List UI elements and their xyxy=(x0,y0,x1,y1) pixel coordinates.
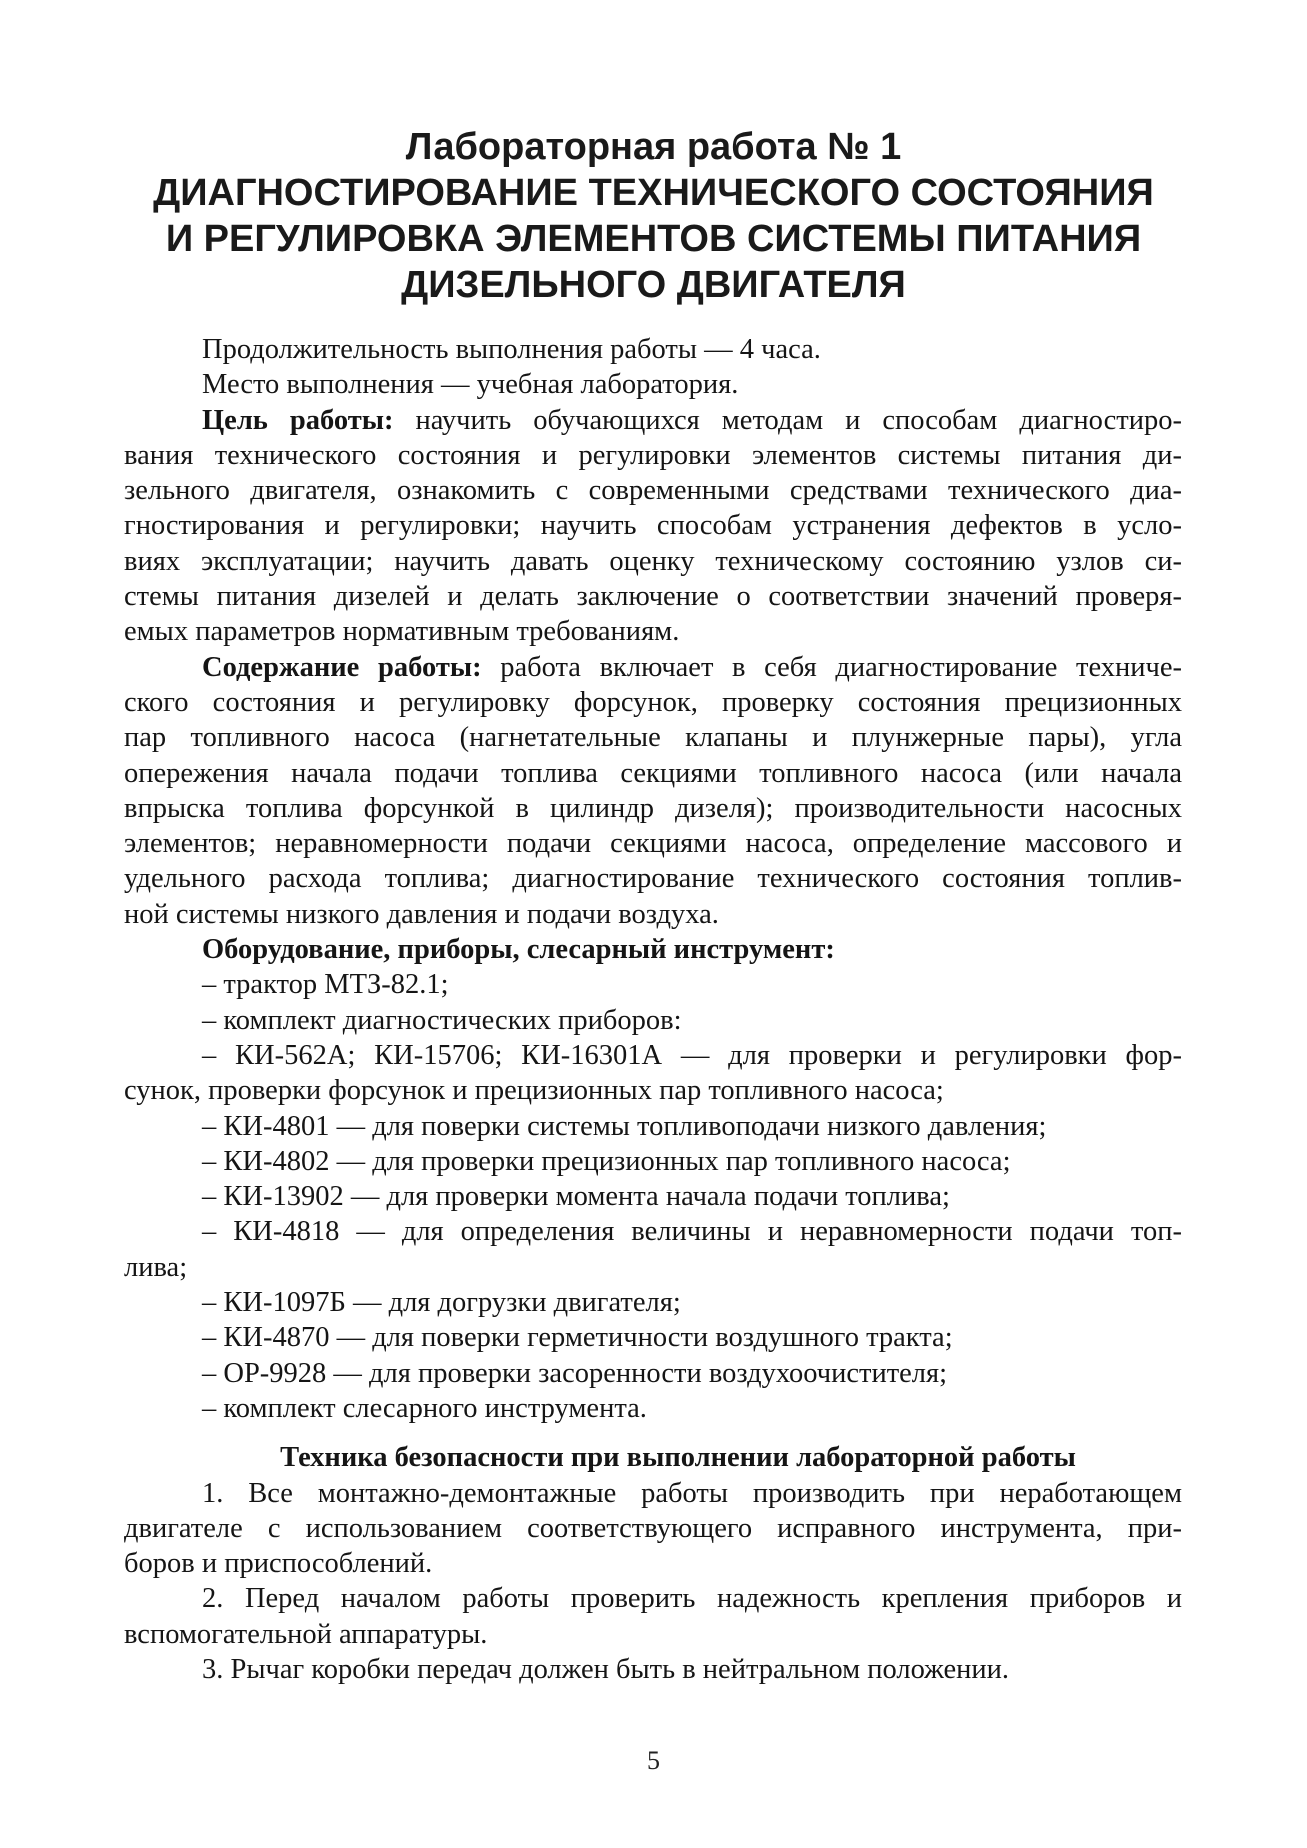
title-line-4: ДИЗЕЛЬНОГО ДВИГАТЕЛЯ xyxy=(401,264,906,306)
safety-rule-line: 3. Рычаг коробки передач должен быть в нейтральном положении. xyxy=(202,1653,1009,1685)
goal-paragraph xyxy=(124,403,1182,650)
equipment-item: – трактор МТЗ-82.1; xyxy=(202,969,449,1001)
goal-line: зельного двигателя, ознакомить с современными средствами технического диа- xyxy=(124,475,1182,507)
content-line: опережения начала подачи топлива секциями топливного насоса (или начала xyxy=(124,757,1182,789)
goal-line: стемы питания дизелей и делать заключение о соответствии значений проверя- xyxy=(124,581,1182,613)
content-paragraph xyxy=(124,650,1182,932)
equipment-item: – КИ-1097Б — для догрузки двигателя; xyxy=(202,1287,681,1319)
content-line: элементов; неравномерности подачи секциями насоса, определение массового и xyxy=(124,828,1182,860)
safety-rule-line: боров и приспособлений. xyxy=(124,1548,433,1580)
location-line: Место выполнения — учебная лаборатория. xyxy=(202,369,739,401)
content-line xyxy=(124,650,1182,685)
equipment-item: – КИ-4801 — для поверки системы топливоподачи низкого давления; xyxy=(202,1110,1047,1142)
goal-line: гностирования и регулировки; научить способам устранения дефектов в усло- xyxy=(124,510,1182,542)
content-line: пар топливного насоса (нагнетательные клапаны и плунжерные пары), угла xyxy=(124,722,1182,754)
equipment-item-continuation: лива; xyxy=(124,1251,188,1283)
content-label: Содержание работы: xyxy=(202,651,482,683)
safety-rule-line: вспомогательной аппаратуры. xyxy=(124,1618,488,1650)
title-line-3: И РЕГУЛИРОВКА ЭЛЕМЕНТОВ СИСТЕМЫ ПИТАНИЯ xyxy=(165,218,1142,260)
equipment-item: – КИ-4802 — для проверки прецизионных пар топливного насоса; xyxy=(202,1145,1011,1177)
equipment-item: – КИ-13902 — для проверки момента начала подачи топлива; xyxy=(202,1181,950,1213)
safety-rule-line: 2. Перед началом работы проверить надежность крепления приборов и xyxy=(202,1583,1182,1615)
content-line: ского состояния и регулировку форсунок, проверку состояния прецизионных xyxy=(124,686,1182,718)
goal-label: Цель работы: xyxy=(202,404,394,436)
goal-line xyxy=(124,403,1182,438)
content-line: удельного расхода топлива; диагностирование технического состояния топлив- xyxy=(124,863,1182,895)
equipment-section xyxy=(124,932,1182,1426)
equipment-item: – комплект диагностических приборов: xyxy=(202,1004,682,1036)
content-line: впрыска топлива форсункой в цилиндр дизеля); производительности насосных xyxy=(124,792,1182,824)
page-title xyxy=(120,124,1187,308)
content-text: работа включает в себя диагностирование техниче- xyxy=(481,651,1182,683)
title-line-2: ДИАГНОСТИРОВАНИЕ ТЕХНИЧЕСКОГО СОСТОЯНИЯ xyxy=(153,172,1154,214)
safety-section xyxy=(124,1440,1182,1687)
duration-line: Продолжительность выполнения работы — 4 часа. xyxy=(202,334,821,365)
goal-line: вания технического состояния и регулировки элементов системы питания ди- xyxy=(124,439,1182,471)
safety-heading: Техника безопасности при выполнении лабораторной работы xyxy=(280,1442,1076,1474)
content-line: ной системы низкого давления и подачи воздуха. xyxy=(124,898,719,930)
equipment-item: – ОР-9928 — для проверки засоренности воздухоочистителя; xyxy=(202,1357,948,1389)
goal-text: научить обучающихся методам и способам диагностиро- xyxy=(393,404,1182,436)
safety-rule-line: 1. Все монтажно-демонтажные работы производить при неработающем xyxy=(202,1477,1182,1509)
title-line-lab-number: Лабораторная работа № 1 xyxy=(405,126,902,168)
equipment-item-continuation: сунок, проверки форсунок и прецизионных пар топливного насоса; xyxy=(124,1075,944,1107)
equipment-item: – КИ-4870 — для поверки герметичности воздушного тракта; xyxy=(202,1322,953,1354)
goal-line: виях эксплуатации; научить давать оценку техническому состоянию узлов си- xyxy=(124,545,1182,577)
safety-rule-line: двигателе с использованием соответствующего исправного инструмента, при- xyxy=(124,1512,1182,1544)
goal-line: емых параметров нормативным требованиям. xyxy=(124,616,680,648)
document-body xyxy=(124,332,1182,1687)
equipment-heading: Оборудование, приборы, слесарный инструмент: xyxy=(202,934,835,966)
equipment-item: – КИ-562А; КИ-15706; КИ-16301А — для проверки и регулировки фор- xyxy=(202,1039,1182,1071)
page-number: 5 xyxy=(647,1746,660,1775)
equipment-item: – комплект слесарного инструмента. xyxy=(202,1392,647,1424)
equipment-item: – КИ-4818 — для определения величины и неравномерности подачи топ- xyxy=(202,1216,1182,1248)
